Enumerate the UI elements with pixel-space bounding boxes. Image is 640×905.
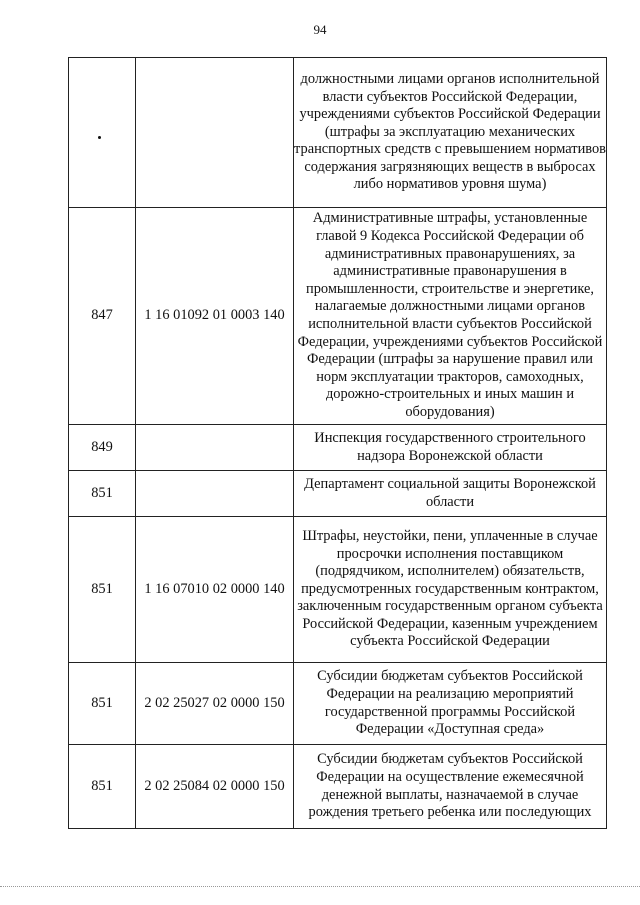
description-cell: Департамент социальной защиты Воронежской области	[294, 471, 607, 517]
kbk-code-cell	[136, 471, 294, 517]
table-row	[69, 745, 607, 829]
footer-divider	[0, 886, 640, 887]
description-cell: Штрафы, неустойки, пени, уплаченные в случае просрочки исполнения поставщиком (подрядчиком, исполнителем) обязательств, предусмотренных государственным контрактом, заключенным государственным органом субъекта Российской Федерации, казенным учреждением субъекта Российской Федерации	[294, 517, 607, 663]
bullet-mark	[98, 136, 101, 139]
table-row	[69, 471, 607, 517]
description-cell: должностными лицами органов исполнительной власти субъектов Российской Федерации, учреждениями субъектов Российской Федерации (штрафы за эксплуатацию механических транспортных средств с превышением нормативов содержания загрязняющих веществ в выбросах либо нормативов уровня шума)	[294, 58, 607, 208]
table-row	[69, 517, 607, 663]
admin-code-cell: 849	[69, 425, 136, 471]
description-cell: Субсидии бюджетам субъектов Российской Федерации на осуществление ежемесячной денежной выплаты, назначаемой в случае рождения третьего ребенка или последующих	[294, 745, 607, 829]
admin-code-cell	[69, 58, 136, 208]
page-number: 94	[313, 22, 327, 37]
admin-code-cell: 851	[69, 745, 136, 829]
kbk-code-cell	[136, 425, 294, 471]
budget-codes-table	[68, 57, 607, 829]
admin-code-cell: 851	[69, 471, 136, 517]
admin-code-cell: 851	[69, 517, 136, 663]
table-row	[69, 58, 607, 208]
table-row	[69, 425, 607, 471]
kbk-code-cell: 2 02 25027 02 0000 150	[136, 663, 294, 745]
description-cell: Инспекция государственного строительного надзора Воронежской области	[294, 425, 607, 471]
kbk-code-cell	[136, 58, 294, 208]
kbk-code-cell: 1 16 07010 02 0000 140	[136, 517, 294, 663]
kbk-code-cell: 1 16 01092 01 0003 140	[136, 208, 294, 425]
admin-code-cell: 851	[69, 663, 136, 745]
table-row	[69, 663, 607, 745]
kbk-code-cell: 2 02 25084 02 0000 150	[136, 745, 294, 829]
admin-code-cell: 847	[69, 208, 136, 425]
description-cell: Субсидии бюджетам субъектов Российской Федерации на реализацию мероприятий государственной программы Российской Федерации «Доступная среда»	[294, 663, 607, 745]
table-row	[69, 208, 607, 425]
description-cell: Административные штрафы, установленные главой 9 Кодекса Российской Федерации об административных правонарушениях, за административные правонарушения в промышленности, строительстве и энергетике, налагаемые должностными лицами органов исполнительной власти субъектов Российской Федерации, учреждениями субъектов Российской Федерации (штрафы за нарушение правил или норм эксплуатации тракторов, самоходных, дорожно-строительных и иных машин и оборудования)	[294, 208, 607, 425]
